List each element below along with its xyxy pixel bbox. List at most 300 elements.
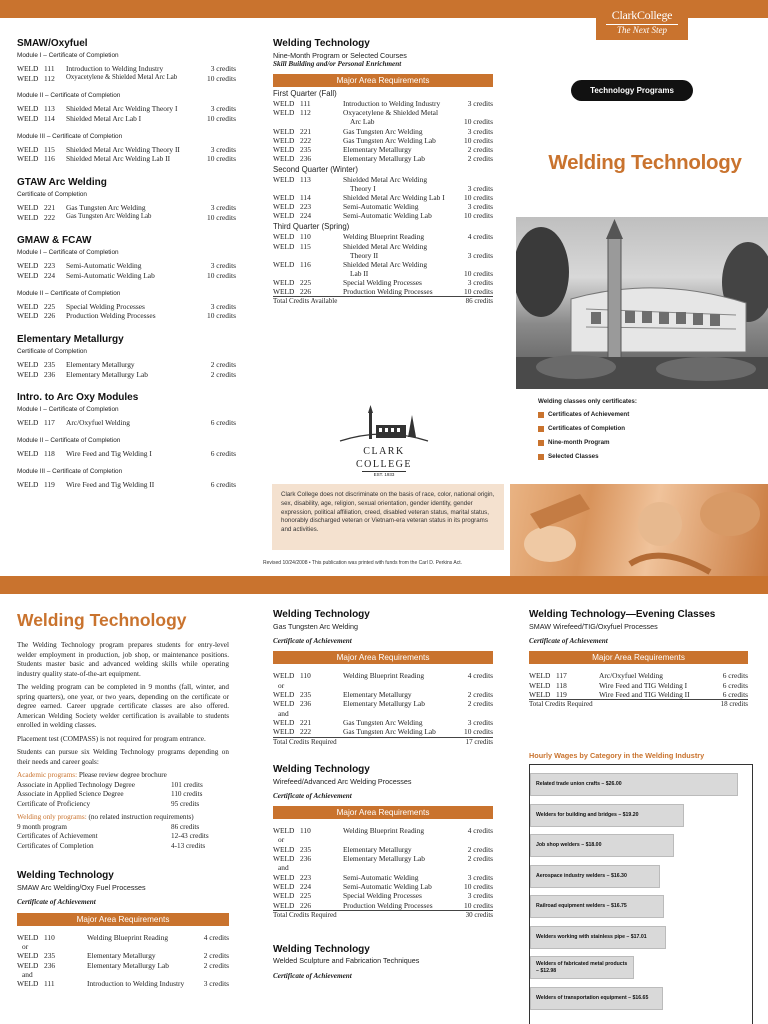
course-title: Theory II — [350, 250, 379, 260]
course-prefix: and — [278, 863, 289, 873]
program-name: 9 month program — [17, 822, 67, 831]
module-label: Module II – Certificate of Completion — [17, 289, 121, 297]
connector-row — [273, 863, 493, 872]
course-credits: 10 credits — [207, 114, 236, 124]
course-credits: 10 credits — [464, 117, 493, 127]
course-prefix: WELD — [17, 270, 39, 280]
major-area-bar: Major Area Requirements — [273, 74, 493, 87]
course-credits: 10 credits — [207, 212, 236, 222]
cert-item — [538, 453, 768, 461]
course-row — [273, 699, 493, 708]
course-title: Gas Tungsten Arc Welding Lab — [343, 727, 436, 737]
course-prefix: WELD — [273, 241, 295, 251]
course-row — [273, 690, 493, 699]
cert-label: Selected Classes — [548, 452, 599, 460]
course-title: Elementary Metallurgy Lab — [343, 854, 425, 864]
program-row — [17, 800, 229, 810]
course-prefix: WELD — [273, 689, 295, 699]
middle-orange-divider — [0, 576, 768, 594]
course-prefix: WELD — [17, 479, 39, 489]
course-number: 236 — [300, 854, 312, 864]
course-title: Shielded Metal Arc Welding — [343, 174, 428, 184]
course-number: 236 — [44, 960, 56, 970]
course-number: 225 — [44, 301, 56, 311]
course-number: 119 — [556, 689, 567, 699]
course-number: 223 — [300, 202, 312, 212]
course-credits: 10 credits — [207, 154, 236, 164]
course-title: Oxyacetylene & Shielded Metal — [343, 108, 439, 118]
course-title: Welding Blueprint Reading — [87, 932, 169, 942]
course-prefix: WELD — [17, 63, 39, 73]
course-prefix — [273, 184, 300, 193]
academic-label: Academic programs: — [17, 771, 78, 780]
cert-type: Certificate of Achievement — [273, 791, 352, 800]
program-name: Certificate of Proficiency — [17, 799, 91, 808]
course-credits: 3 credits — [467, 717, 493, 727]
course-title: Semi-Automatic Welding Lab — [66, 270, 155, 280]
course-title: Special Welding Processes — [343, 278, 422, 287]
course-number — [44, 942, 87, 951]
course-row — [17, 145, 236, 155]
course-prefix: and — [22, 969, 33, 979]
course-title: Shielded Metal Arc Welding — [343, 259, 428, 269]
wage-bar: Railroad equipment welders – $16.75 — [530, 895, 664, 918]
course-title: Shielded Metal Arc Welding Theory I — [66, 104, 178, 114]
section-title: Elementary Metallurgy — [17, 334, 124, 346]
course-row — [17, 64, 236, 74]
major-area-bar: Major Area Requirements — [273, 651, 493, 664]
course-number: 118 — [44, 449, 55, 459]
panel-title: Welding Technology — [273, 38, 370, 49]
course-number: 226 — [44, 311, 56, 321]
academic-list — [17, 781, 229, 810]
course-credits: 3 credits — [467, 278, 493, 287]
course-number: 117 — [556, 671, 567, 681]
section-title: GMAW & FCAW — [17, 235, 92, 247]
course-title: Arc/Oxyfuel Welding — [66, 418, 130, 428]
course-row — [273, 278, 493, 287]
connector-row — [273, 835, 493, 844]
course-credits: 6 credits — [210, 418, 236, 428]
logo-est: EST. 1933 — [362, 471, 406, 478]
course-number: 115 — [44, 144, 55, 154]
course-credits: 10 credits — [464, 727, 493, 737]
program-row — [17, 823, 229, 833]
course-credits: 3 credits — [210, 261, 236, 271]
course-prefix: WELD — [273, 717, 295, 727]
overview-paragraph: Placement test (COMPASS) is not required for program entrance. — [17, 734, 206, 743]
cert-label: Certificates of Completion — [548, 424, 626, 432]
wirefeed-certificate-block — [273, 764, 493, 920]
weldonly-label: Welding only programs: — [17, 813, 87, 822]
course-prefix: WELD — [273, 108, 295, 118]
course-prefix: WELD — [17, 301, 39, 311]
course-title: Elementary Metallurgy — [66, 360, 135, 369]
cert-label: Certificates of Achievement — [548, 410, 630, 418]
course-credits: 3 credits — [203, 979, 229, 989]
course-number: 111 — [300, 99, 311, 109]
course-row — [273, 727, 493, 736]
course-prefix: WELD — [17, 449, 39, 459]
course-title: Wire Feed and Tig Welding I — [66, 449, 152, 459]
total-row — [529, 699, 748, 708]
course-row — [273, 845, 493, 854]
course-prefix: WELD — [529, 689, 551, 699]
course-credits: 10 credits — [464, 193, 493, 203]
course-prefix: WELD — [17, 104, 39, 114]
course-title: Special Welding Processes — [66, 301, 145, 311]
overview-paragraph: The Welding Technology program prepares students for entry-level welder employment in production, job shop, or maintenance positions. Students master basic and advanced welding skills while operating industry quality state-of-the-art equipment. — [17, 641, 229, 678]
course-row — [273, 287, 493, 296]
module-label: Module III – Certificate of Completion — [17, 132, 123, 140]
course-row — [17, 961, 229, 970]
module-label: Module I – Certificate of Completion — [17, 406, 119, 414]
wage-bar: Related trade union crafts – $26.00 — [530, 773, 738, 796]
course-prefix: WELD — [17, 212, 39, 222]
total-value: 30 credits — [465, 911, 493, 920]
program-name: Certificates of Achievement — [17, 832, 98, 841]
course-row — [273, 873, 493, 882]
course-row — [273, 211, 493, 220]
program-row — [17, 790, 229, 800]
course-title: Production Welding Processes — [343, 900, 433, 910]
course-credits: 4 credits — [467, 671, 493, 681]
welding-photo — [510, 484, 768, 576]
course-prefix: WELD — [273, 259, 295, 269]
course-prefix: WELD — [273, 211, 295, 221]
course-row — [17, 74, 236, 84]
overview-paragraph: Students can pursue six Welding Technology programs depending on their needs and career goals: — [17, 748, 229, 766]
quarter-heading: Second Quarter (Winter) — [273, 164, 358, 174]
course-title: Shielded Metal Arc Welding Lab I — [343, 193, 445, 203]
college-logo-header — [596, 0, 688, 40]
module-label: Module I – Certificate of Completion — [17, 51, 119, 59]
course-title: Elementary Metallurgy Lab — [66, 369, 148, 379]
cert-type: Certificate of Achievement — [273, 637, 352, 646]
course-number: 235 — [44, 360, 56, 369]
course-modules-panel — [17, 38, 236, 489]
course-title: Semi-Automatic Welding Lab — [343, 211, 432, 221]
course-title: Gas Tungsten Arc Welding — [343, 717, 423, 727]
course-row — [273, 232, 493, 241]
course-credits: 10 credits — [464, 135, 493, 145]
weldonly-list — [17, 823, 229, 852]
course-number: 225 — [300, 891, 312, 901]
course-title: Shielded Metal Arc Lab I — [66, 114, 142, 124]
course-prefix — [273, 251, 300, 260]
course-number — [300, 835, 343, 844]
course-title — [87, 942, 229, 951]
course-credits: 10 credits — [207, 73, 236, 83]
cert-title: Welding Technology—Evening Classes — [529, 609, 716, 620]
course-row — [17, 933, 229, 942]
college-wordmark: ClarkCollege — [611, 8, 673, 22]
course-row — [273, 117, 493, 126]
program-credits: 101 credits — [171, 780, 203, 789]
course-title: Production Welding Processes — [66, 311, 156, 321]
course-number: 114 — [44, 114, 55, 124]
course-number: 117 — [44, 418, 55, 428]
course-prefix: WELD — [273, 174, 295, 184]
wage-bar: Welders working with stainless pipe – $17.01 — [530, 926, 666, 949]
non-discrimination-statement: Clark College does not discriminate on the basis of race, color, national origin, sex, disability, age, religion, sexual orientation, gender identity, gender expression, political affiliation, creed, disabled veteran status, marital status, honorably discharged veteran or Vietnam-era veteran status in its programs and activities. — [272, 484, 504, 550]
program-credits: 110 credits — [171, 790, 203, 799]
course-prefix: WELD — [273, 287, 295, 297]
course-title: Arc/Oxyfuel Welding — [599, 671, 663, 681]
course-title: Shielded Metal Arc Welding Lab II — [66, 154, 171, 164]
course-title: Elementary Metallurgy Lab — [87, 960, 169, 970]
logo-name: CLARK COLLEGE — [355, 445, 413, 470]
course-title: Semi-Automatic Welding Lab — [343, 882, 432, 892]
total-value: 86 credits — [465, 297, 493, 306]
course-credits: 3 credits — [210, 203, 236, 213]
course-prefix: or — [278, 680, 285, 690]
course-row — [529, 671, 748, 680]
course-number: 222 — [44, 212, 56, 222]
course-credits: 2 credits — [203, 951, 229, 961]
course-number: 235 — [300, 144, 312, 154]
course-number: 113 — [300, 174, 311, 184]
course-row — [273, 671, 493, 680]
course-row — [273, 826, 493, 835]
section-title: Intro. to Arc Oxy Modules — [17, 392, 139, 404]
course-prefix — [273, 117, 300, 126]
course-credits: 2 credits — [467, 844, 493, 854]
course-prefix: WELD — [273, 699, 295, 709]
course-prefix: WELD — [17, 960, 39, 970]
course-credits: 2 credits — [467, 699, 493, 709]
course-prefix: WELD — [273, 232, 295, 242]
cert-item — [538, 425, 768, 433]
course-number: 119 — [44, 479, 55, 489]
course-title: Wire Feed and TIG Welding I — [599, 680, 688, 690]
course-title: Elementary Metallurgy — [87, 951, 156, 961]
quarter-heading: Third Quarter (Spring) — [273, 222, 350, 232]
connector-row — [17, 970, 229, 979]
course-prefix: WELD — [17, 951, 39, 961]
course-row — [17, 213, 236, 223]
course-number — [300, 184, 343, 193]
course-prefix: or — [278, 835, 285, 845]
connector-row — [273, 681, 493, 690]
course-row — [17, 311, 236, 321]
course-prefix: WELD — [273, 278, 295, 287]
course-credits: 6 credits — [722, 680, 748, 690]
course-credits: 3 credits — [210, 301, 236, 311]
course-number: 112 — [44, 73, 55, 83]
course-prefix: WELD — [273, 144, 295, 154]
course-prefix: WELD — [273, 844, 295, 854]
course-credits: 6 credits — [722, 689, 748, 699]
revised-note: Revised 10/24/2008 • This publication was printed with funds from the Carl D. Perkins Act. — [263, 560, 462, 566]
course-prefix: and — [278, 708, 289, 718]
course-number — [300, 251, 343, 260]
course-number — [300, 681, 343, 690]
course-title — [343, 835, 493, 844]
course-row — [17, 979, 229, 988]
course-title: Welding Blueprint Reading — [343, 232, 425, 242]
overview-paragraph: The welding program can be completed in 9 months (fall, winter, and spring quarters), one year, or two years, depending on the certificate or degree earned. Career upgrade certificate classes are also offered. American Welding Society welder certification is available to students enrolled in welding classes. — [17, 683, 229, 730]
program-credits: 95 credits — [171, 799, 200, 808]
course-row — [273, 136, 493, 145]
course-number: 221 — [300, 717, 312, 727]
course-row — [273, 854, 493, 863]
wage-bar: Welders for building and bridges – $19.20 — [530, 804, 684, 827]
cert-list — [538, 411, 768, 461]
course-row — [17, 480, 236, 490]
course-credits: 10 credits — [464, 287, 493, 297]
course-prefix: WELD — [273, 202, 295, 212]
academic-note: Please review degree brochure — [77, 771, 167, 780]
panel-subtitle-italic: Skill Building and/or Personal Enrichment — [273, 60, 402, 69]
panel-subtitle: Nine-Month Program or Selected Courses — [273, 50, 407, 60]
course-number: 110 — [300, 232, 311, 242]
course-title: Wire Feed and TIG Welding II — [599, 689, 690, 699]
overview-paragraphs — [17, 641, 229, 767]
course-credits: 10 credits — [464, 900, 493, 910]
course-credits: 2 credits — [467, 144, 493, 154]
course-title: Elementary Metallurgy Lab — [343, 153, 425, 163]
gtaw-certificate-block — [273, 609, 493, 746]
course-number: 226 — [300, 287, 312, 297]
course-credits: 4 credits — [203, 932, 229, 942]
course-title: Gas Tungsten Arc Welding Lab — [343, 135, 436, 145]
cert-label: Nine-month Program — [548, 438, 610, 446]
total-value: 17 credits — [465, 737, 493, 746]
course-prefix: WELD — [17, 979, 39, 989]
course-credits: 2 credits — [210, 369, 236, 379]
module-label: Module I – Certificate of Completion — [17, 249, 119, 257]
course-prefix: WELD — [17, 114, 39, 124]
program-overview-panel — [17, 609, 229, 989]
course-title: Theory I — [350, 184, 376, 194]
course-credits: 4 credits — [467, 826, 493, 836]
quarter-heading: First Quarter (Fall) — [273, 89, 337, 99]
course-title — [87, 970, 229, 979]
course-row — [273, 175, 493, 184]
course-number: 223 — [44, 261, 56, 271]
course-number — [300, 709, 343, 718]
cert-subtitle: SMAW Wirefeed/TIG/Oxyfuel Processes — [529, 621, 658, 631]
cert-subtitle: Wirefeed/Advanced Arc Welding Processes — [273, 776, 412, 786]
course-number — [300, 863, 343, 872]
course-credits: 6 credits — [722, 671, 748, 681]
course-credits: 2 credits — [467, 153, 493, 163]
course-prefix: WELD — [273, 153, 295, 163]
course-number: 236 — [300, 699, 312, 709]
course-row — [273, 127, 493, 136]
course-prefix: WELD — [17, 311, 39, 321]
course-title: Elementary Metallurgy — [343, 144, 412, 154]
course-number: 236 — [300, 153, 312, 163]
course-prefix: WELD — [273, 891, 295, 901]
course-prefix: WELD — [17, 144, 39, 154]
course-row — [529, 690, 748, 699]
course-number: 222 — [300, 727, 312, 737]
cert-type: Certificate of Achievement — [529, 637, 608, 646]
program-row — [17, 781, 229, 791]
course-row — [273, 269, 493, 278]
program-name: Associate in Applied Technology Degree — [17, 780, 135, 789]
course-prefix: WELD — [17, 932, 39, 942]
course-credits: 2 credits — [467, 689, 493, 699]
course-row — [273, 145, 493, 154]
course-credits: 6 credits — [210, 479, 236, 489]
course-title: Gas Tungsten Arc Welding — [343, 126, 423, 136]
course-title — [343, 709, 493, 718]
course-prefix: WELD — [273, 854, 295, 864]
course-title: Elementary Metallurgy — [343, 844, 412, 854]
cert-subtitle: Gas Tungsten Arc Welding — [273, 621, 358, 631]
course-number: 226 — [300, 900, 312, 910]
wage-bar: Welders of transportation equipment – $16.65 — [530, 987, 663, 1010]
course-credits: 2 credits — [210, 360, 236, 369]
course-number: 221 — [300, 126, 312, 136]
course-title: Shielded Metal Arc Welding — [343, 241, 428, 251]
course-credits: 3 credits — [467, 202, 493, 212]
course-prefix: WELD — [17, 360, 39, 369]
connector-row — [273, 709, 493, 718]
course-number: 235 — [300, 689, 312, 699]
major-area-bar: Major Area Requirements — [17, 913, 229, 926]
course-title: Wire Feed and Tig Welding II — [66, 479, 155, 489]
course-title: Arc Lab — [350, 117, 375, 127]
module-label: Certificate of Completion — [17, 347, 87, 355]
course-title: Introduction to Welding Industry — [87, 979, 185, 989]
major-area-bar: Major Area Requirements — [529, 651, 748, 664]
course-prefix: WELD — [273, 826, 295, 836]
certificates-box — [516, 389, 768, 484]
course-number: 110 — [300, 826, 311, 836]
orange-square-icon — [538, 440, 544, 446]
campus-tower-icon — [336, 405, 432, 443]
course-prefix — [273, 269, 300, 278]
course-prefix: or — [22, 941, 29, 951]
course-prefix: WELD — [17, 369, 39, 379]
evening-certificate-block — [529, 609, 748, 709]
course-number: 222 — [300, 135, 312, 145]
course-row — [17, 370, 236, 380]
course-row — [273, 260, 493, 269]
course-title: Oxyacetylene & Shielded Metal Arc Lab — [66, 73, 178, 81]
course-prefix: WELD — [17, 154, 39, 164]
course-row — [273, 99, 493, 108]
cert-title: Welding Technology — [273, 609, 370, 620]
cert-item — [538, 411, 768, 419]
course-credits: 10 credits — [464, 882, 493, 892]
course-number — [300, 117, 343, 126]
course-credits: 10 credits — [464, 268, 493, 278]
total-label: Total Credits Required — [529, 700, 593, 709]
course-number — [300, 269, 343, 278]
course-prefix: WELD — [273, 872, 295, 882]
cover-title: Welding Technology — [548, 151, 742, 174]
section-title: SMAW/Oxyfuel — [17, 38, 88, 49]
course-row — [17, 360, 236, 370]
course-title: Production Welding Processes — [343, 287, 433, 297]
connector-row — [17, 942, 229, 951]
total-value: 18 credits — [720, 700, 748, 709]
cert-title: Welding Technology — [17, 870, 114, 882]
course-title: Semi-Automatic Welding — [343, 202, 419, 212]
course-number: 224 — [300, 211, 312, 221]
course-row — [17, 154, 236, 164]
course-row — [17, 104, 236, 114]
course-number: 115 — [300, 241, 311, 251]
course-credits: 3 credits — [467, 872, 493, 882]
total-label: Total Credits Available — [273, 297, 338, 306]
course-row — [273, 251, 493, 260]
